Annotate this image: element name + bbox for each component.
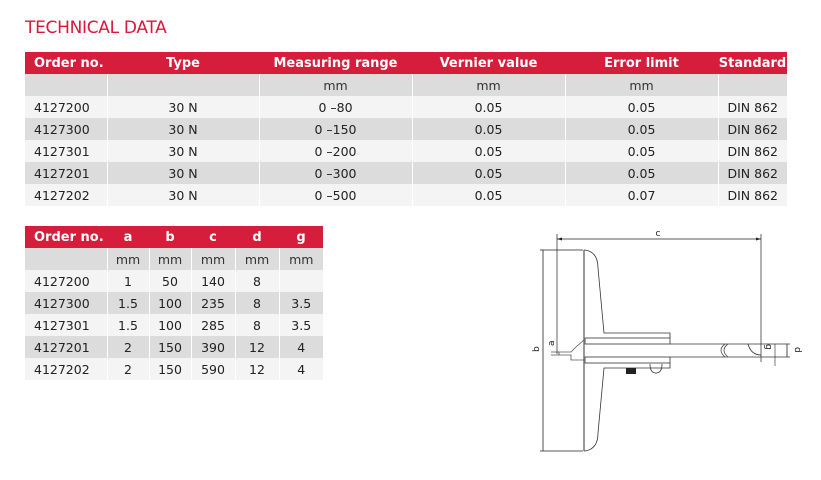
unit-cell: mm	[235, 248, 279, 270]
unit-cell: mm	[279, 248, 323, 270]
a-cell: 2	[107, 358, 149, 380]
header-measuring-range: Measuring range	[259, 52, 412, 74]
b-cell: 150	[149, 336, 191, 358]
type-cell: 30 N	[107, 118, 259, 140]
table-row	[25, 270, 323, 292]
d-cell: 12	[235, 358, 279, 380]
range-cell: 0 –80	[259, 96, 412, 118]
unit-cell: mm	[107, 248, 149, 270]
range-cell: 0 –150	[259, 118, 412, 140]
c-cell: 140	[191, 270, 235, 292]
standard-cell: DIN 862	[718, 184, 787, 206]
g-cell: 3.5	[279, 292, 323, 314]
standard-cell: DIN 862	[718, 118, 787, 140]
type-cell: 30 N	[107, 162, 259, 184]
range-cell: 0 –300	[259, 162, 412, 184]
order-no-cell: 4127301	[25, 314, 107, 336]
d-cell: 12	[235, 336, 279, 358]
type-cell: 30 N	[107, 140, 259, 162]
depth-gauge-diagram	[515, 222, 805, 462]
g-cell: 3.5	[279, 314, 323, 336]
vernier-cell: 0.05	[412, 162, 565, 184]
table-row	[25, 140, 787, 162]
error-limit-cell: 0.07	[565, 184, 718, 206]
dim-label-c: c	[655, 229, 661, 239]
a-cell: 1	[107, 270, 149, 292]
table-row	[25, 292, 323, 314]
d-cell: 8	[235, 292, 279, 314]
header-g: g	[279, 226, 323, 248]
standard-cell: DIN 862	[718, 162, 787, 184]
a-cell: 2	[107, 336, 149, 358]
order-no-cell: 4127200	[25, 96, 107, 118]
standard-cell: DIN 862	[718, 96, 787, 118]
dimensions-table	[25, 226, 323, 380]
error-limit-cell: 0.05	[565, 140, 718, 162]
header-b: b	[149, 226, 191, 248]
a-cell: 1.5	[107, 314, 149, 336]
header-a: a	[107, 226, 149, 248]
header-error-limit: Error limit	[565, 52, 718, 74]
unit-cell	[25, 248, 107, 270]
table-row	[25, 162, 787, 184]
b-cell: 100	[149, 314, 191, 336]
range-cell: 0 –500	[259, 184, 412, 206]
vernier-cell: 0.05	[412, 140, 565, 162]
order-no-cell: 4127200	[25, 270, 107, 292]
table-header-row	[25, 52, 787, 74]
order-no-cell: 4127201	[25, 162, 107, 184]
type-cell: 30 N	[107, 96, 259, 118]
table-row	[25, 118, 787, 140]
dim-label-a: a	[547, 340, 557, 346]
unit-cell: mm	[149, 248, 191, 270]
header-d: d	[235, 226, 279, 248]
order-no-cell: 4127300	[25, 118, 107, 140]
unit-cell	[107, 74, 259, 96]
d-cell: 8	[235, 270, 279, 292]
a-cell: 1.5	[107, 292, 149, 314]
table-header-row	[25, 226, 323, 248]
dim-label-d: d	[792, 347, 802, 353]
error-limit-cell: 0.05	[565, 118, 718, 140]
g-cell	[279, 270, 323, 292]
table-row	[25, 184, 787, 206]
order-no-cell: 4127300	[25, 292, 107, 314]
dim-label-g: g	[763, 344, 773, 350]
unit-cell: mm	[412, 74, 565, 96]
units-row	[25, 248, 323, 270]
unit-cell	[718, 74, 787, 96]
b-cell: 150	[149, 358, 191, 380]
c-cell: 285	[191, 314, 235, 336]
order-no-cell: 4127201	[25, 336, 107, 358]
d-cell: 8	[235, 314, 279, 336]
table-row	[25, 336, 323, 358]
page-title: TECHNICAL DATA	[25, 18, 167, 38]
error-limit-cell: 0.05	[565, 162, 718, 184]
header-vernier-value: Vernier value	[412, 52, 565, 74]
unit-cell: mm	[191, 248, 235, 270]
header-standard: Standard	[718, 52, 787, 74]
header-order-no: Order no.	[25, 52, 107, 74]
vernier-cell: 0.05	[412, 184, 565, 206]
order-no-cell: 4127301	[25, 140, 107, 162]
order-no-cell: 4127202	[25, 184, 107, 206]
c-cell: 235	[191, 292, 235, 314]
table-row	[25, 358, 323, 380]
table-row	[25, 96, 787, 118]
vernier-cell: 0.05	[412, 96, 565, 118]
units-row	[25, 74, 787, 96]
technical-data-table	[25, 52, 787, 206]
dim-label-b: b	[532, 346, 542, 352]
table-row	[25, 314, 323, 336]
type-cell: 30 N	[107, 184, 259, 206]
unit-cell: mm	[259, 74, 412, 96]
b-cell: 100	[149, 292, 191, 314]
unit-cell: mm	[565, 74, 718, 96]
header-type: Type	[107, 52, 259, 74]
c-cell: 590	[191, 358, 235, 380]
error-limit-cell: 0.05	[565, 96, 718, 118]
vernier-cell: 0.05	[412, 118, 565, 140]
range-cell: 0 –200	[259, 140, 412, 162]
header-c: c	[191, 226, 235, 248]
b-cell: 50	[149, 270, 191, 292]
c-cell: 390	[191, 336, 235, 358]
unit-cell	[25, 74, 107, 96]
order-no-cell: 4127202	[25, 358, 107, 380]
clamp-screw-icon	[626, 368, 636, 374]
g-cell: 4	[279, 358, 323, 380]
standard-cell: DIN 862	[718, 140, 787, 162]
g-cell: 4	[279, 336, 323, 358]
header-order-no: Order no.	[25, 226, 107, 248]
